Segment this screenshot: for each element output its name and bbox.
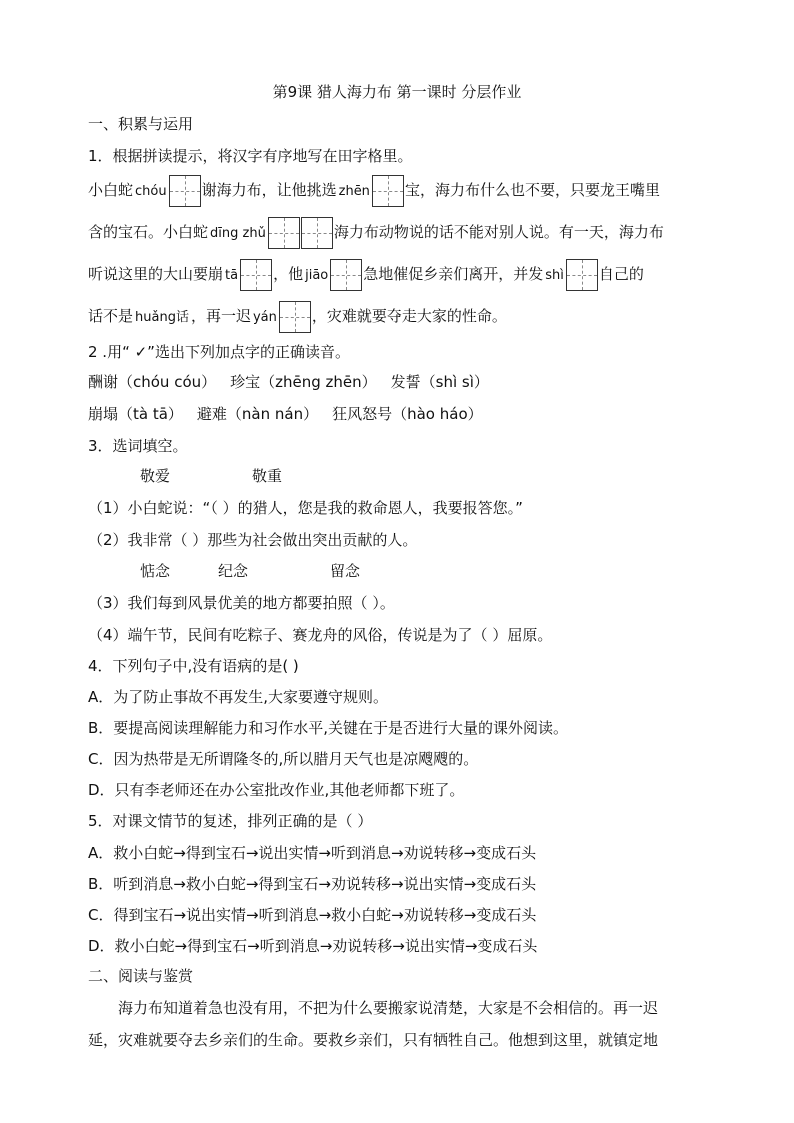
- pinyin-hint: shì: [545, 268, 564, 283]
- section-heading-2: 二、阅读与鉴赏: [88, 967, 194, 985]
- text: 谢海力布，让他挑选: [201, 181, 337, 199]
- question-1-line-2: [88, 222, 664, 244]
- tianzige-box[interactable]: [279, 301, 311, 333]
- tianzige-box[interactable]: [330, 259, 362, 291]
- word-choice: 留念: [330, 562, 361, 580]
- question-1-line-3: [88, 264, 644, 286]
- section-heading-1: 一、积累与运用: [88, 115, 194, 133]
- tianzige-box[interactable]: [301, 217, 333, 249]
- text: ，再一迟: [190, 307, 251, 325]
- pinyin-hint: zhēn: [338, 184, 370, 199]
- word-choice: 纪念: [218, 562, 249, 580]
- text: 小白蛇: [88, 181, 134, 199]
- reading-option[interactable]: 发誓（shì sì）: [390, 373, 489, 391]
- question-4-option-d[interactable]: D．只有李老师还在办公室批改作业,其他老师都下班了。: [88, 781, 465, 799]
- question-5-option-c[interactable]: C．得到宝石→说出实情→听到消息→救小白蛇→劝说转移→变成石头: [88, 906, 537, 924]
- pinyin-hint: yán: [252, 310, 277, 325]
- tianzige-box[interactable]: [240, 259, 272, 291]
- reading-option[interactable]: 酬谢（chóu cóu）: [88, 373, 217, 391]
- pinyin-hint: dīng zhǔ: [210, 226, 266, 241]
- text: 急地催促乡亲们离开，并发: [363, 265, 544, 283]
- question-3-stem: 3．选词填空。: [88, 437, 188, 455]
- question-1-line-4: [88, 306, 507, 328]
- question-3-sentence-3: （3）我们每到风景优美的地方都要拍照（ ）。: [88, 594, 395, 612]
- text: ，他: [273, 265, 304, 283]
- text: 含的宝石。小白蛇: [88, 223, 209, 241]
- question-2-stem: 2 .用“ ✓”选出下列加点字的正确读音。: [88, 343, 350, 361]
- pinyin-hint: tā: [225, 268, 239, 283]
- question-4-option-b[interactable]: B．要提高阅读理解能力和习作水平,关键在于是否进行大量的课外阅读。: [88, 719, 569, 737]
- question-1-stem: 1．根据拼读提示，将汉字有序地写在田字格里。: [88, 147, 413, 165]
- question-3-sentence-2: （2）我非常（ ）那些为社会做出突出贡献的人。: [88, 531, 418, 549]
- word-choice: 敬重: [252, 467, 283, 485]
- pinyin-hint: jiāo: [305, 268, 329, 283]
- tianzige-box[interactable]: [566, 259, 598, 291]
- text: 海力布动物说的话不能对别人说。有一天，海力布: [333, 223, 664, 241]
- question-5-stem: 5．对课文情节的复述，排列正确的是（ ）: [88, 812, 373, 830]
- question-1-line-1: [88, 180, 660, 202]
- reading-option[interactable]: 珍宝（zhēng zhēn）: [230, 373, 377, 391]
- question-5-option-a[interactable]: A．救小白蛇→得到宝石→说出实情→听到消息→劝说转移→变成石头: [88, 844, 537, 862]
- pinyin-hint: huǎng话: [135, 310, 189, 325]
- question-3-sentence-4: （4）端午节，民间有吃粽子、赛龙舟的风俗，传说是为了（ ）屈原。: [88, 626, 553, 644]
- tianzige-box[interactable]: [268, 217, 300, 249]
- question-4-option-a[interactable]: A．为了防止事故不再发生,大家要遵守规则。: [88, 688, 389, 706]
- text: 宝，海力布什么也不要，只要龙王嘴里: [404, 181, 660, 199]
- reading-option[interactable]: 避难（nàn nán）: [196, 405, 319, 423]
- reading-passage-line-2: 延，灾难就要夺去乡亲们的生命。要救乡亲们，只有牺牲自己。他想到这里，就镇定地: [88, 1031, 659, 1049]
- pinyin-hint: chóu: [135, 184, 167, 199]
- question-5-option-b[interactable]: B．听到消息→救小白蛇→得到宝石→劝说转移→说出实情→变成石头: [88, 875, 537, 893]
- question-4-option-c[interactable]: C．因为热带是无所谓隆冬的,所以腊月天气也是凉飕飕的。: [88, 750, 479, 768]
- question-2-row-2: [88, 404, 497, 424]
- tianzige-box[interactable]: [169, 175, 201, 207]
- text: 自己的: [598, 265, 644, 283]
- text: 话不是: [88, 307, 134, 325]
- question-3-sentence-1: （1）小白蛇说：“（ ）的猎人，您是我的救命恩人，我要报答您。”: [88, 499, 523, 517]
- reading-option[interactable]: 狂风怒号（hào háo）: [332, 405, 483, 423]
- text: ，灾难就要夺走大家的性命。: [311, 307, 507, 325]
- question-2-row-1: [88, 372, 503, 392]
- reading-option[interactable]: 崩塌（tà tā）: [88, 405, 183, 423]
- word-choice: 敬爱: [140, 467, 171, 485]
- question-5-option-d[interactable]: D．救小白蛇→得到宝石→听到消息→劝说转移→说出实情→变成石头: [88, 937, 538, 955]
- question-4-stem: 4．下列句子中,没有语病的是( ): [88, 657, 299, 675]
- word-choice: 惦念: [140, 562, 171, 580]
- text: 听说这里的大山要崩: [88, 265, 224, 283]
- tianzige-box[interactable]: [372, 175, 404, 207]
- reading-passage-line-1: 海力布知道着急也没有用，不把为什么要搬家说清楚，大家是不会相信的。再一迟: [118, 999, 659, 1017]
- page-title: 第9课 猎人海力布 第一课时 分层作业: [272, 83, 522, 101]
